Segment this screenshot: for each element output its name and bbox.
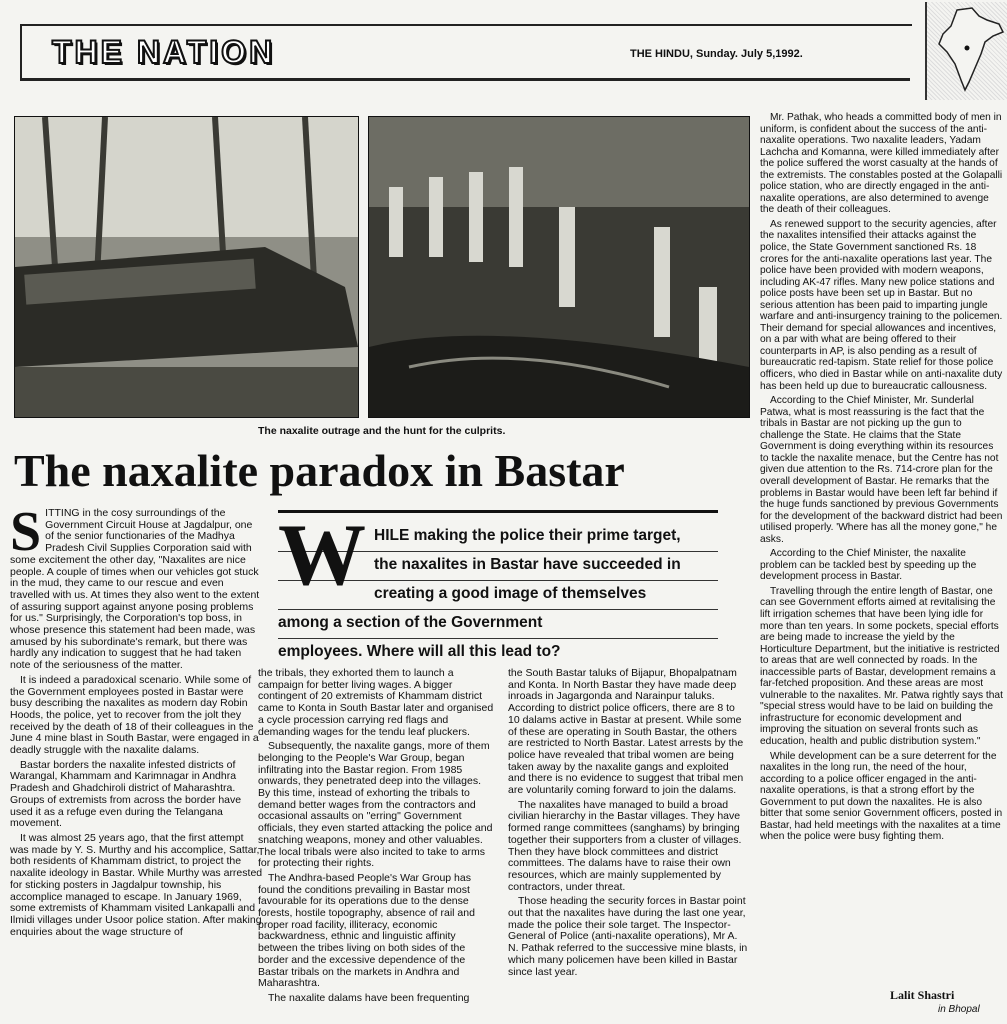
- article-paragraph: the South Bastar taluks of Bijapur, Bhopalpatnam and Konta. In North Bastar they have made deep inroads in Jagargonda and Narainpur taluks. According to district police officers, there are 8 to 10 dalams active in Bastar at present. While some of these are operating in South Bastar, the others are restricted to North Bastar. Latest arrests by the police have revealed that tribal women are being taken away by the naxalite gangs and exploited and there is no evidence to suggest that tribal men are voluntarily coming forward to join the dalams.: [508, 667, 744, 797]
- article-paragraph: the tribals, they exhorted them to launch a campaign for better living wages. A bigger contingent of 20 extremists of Khammam district came to Konta in South Bastar later and organised a cycle procession carrying red flags and demanding wages for the tendu leaf pluckers.: [258, 667, 494, 738]
- section-title: THE NATION: [52, 34, 276, 70]
- pull-quote-line: employees. Where will all this lead to?: [278, 643, 561, 660]
- pull-quote-initial: W: [278, 507, 366, 604]
- drop-cap: S: [10, 501, 42, 563]
- article-paragraph: Mr. Pathak, who heads a committed body of men in uniform, is confident about the success of the anti-naxalite operations. Two naxalite leaders, Yadam Lachcha and Komanna, were killed immediately after the police suffered the worst casualty at the hands of the extremists. The constables posted at the Golapalli police station, who are directly engaged in the anti-naxalite operations, are also determined to avenge the death of their colleagues.: [760, 112, 1003, 216]
- photo-caption: The naxalite outrage and the hunt for the culprits.: [258, 425, 506, 437]
- article-paragraph: Bastar borders the naxalite infested districts of Warangal, Khammam and Karimnagar in Andhra Pradesh and Ghadchiroli district of Maharashtra. Groups of extremists from across the border have used it as a refuge even during the Telangana movement.: [10, 758, 242, 830]
- article-paragraph: Subsequently, the naxalite gangs, more of them belonging to the People's War Group, began infiltrating into the Bastar region. From 1985 onwards, they penetrated deep into the villages. By this time, instead of exhorting the tribals to demand better wages from the contractors and occasional assaults on "erring" Government officials, they even started attacking the police and snatching weapons, money and other valuables. The local tribals were also incited to take to arms for protecting their rights.: [258, 740, 493, 870]
- pull-quote-line: among a section of the Government: [278, 610, 718, 639]
- article-paragraph: The naxalites have managed to build a broad civilian hierarchy in the Bastar villages. They have formed range committees (sanghams) by bringing together their supporters from a cluster of villages. Then they have block committees and district committees. The dalams have to raise their own resources, which are mainly supplemented by contractors, under threat.: [508, 798, 742, 893]
- article-column-2: [258, 668, 494, 1008]
- photo-search-party: [368, 116, 750, 418]
- pull-quote: [278, 507, 718, 667]
- article-paragraph: As renewed support to the security agencies, after the naxalites intensified their attacks against the police, the State Government sanctioned Rs. 18 crores for the anti-naxalite operations last year. The police have been provided with modern weapons, including AK-47 rifles. Many new police stations and police posts have been set up in Bastar. But no serious attention has been paid to imparting jungle warfare and anti-insurgency training to the policemen. Their demand for special allowances and incentives, on a par with what are being offered to their counterparts in AP, is also pending as a result of bureaucratic red-tapism. State relief for those police officers, who died in Bastar while on anti-naxalite duty has been held up due to bureaucratic callousness.: [760, 218, 1003, 392]
- pull-quote-line: the naxalites in Bastar have succeeded in: [278, 552, 718, 581]
- article-paragraph: According to the Chief Minister, the naxalite problem can be tackled best by speeding up the development process in Bastar.: [760, 548, 977, 583]
- article-column-3: [508, 668, 748, 981]
- article-paragraph: The naxalite dalams have been frequenting: [268, 991, 470, 1004]
- dateline: THE HINDU, Sunday. July 5,1992.: [630, 48, 803, 60]
- article-column-1: [10, 501, 264, 941]
- headline: The naxalite paradox in Bastar: [14, 445, 625, 496]
- article-paragraph: It is indeed a paradoxical scenario. While some of the Government employees posted in Bastar were busy describing the naxalites as modern day Robin Hoods, the police, yet to recover from the jolt they received by the death of 18 of their colleagues in the June 4 mine blast in South Bastar, were engaged in a deadly struggle with the naxalite dalams.: [10, 673, 259, 757]
- photo-police-vehicle: [14, 116, 359, 418]
- article-column-4: [760, 112, 1004, 846]
- article-paragraph: According to the Chief Minister, Mr. Sunderlal Patwa, what is most reassuring is the fact that the tribals in Bastar are not picking up the gun to challenge the State. He claims that the State Government is doing everything within its resources to tackle the naxalite menace, but the Centre has not given due attention to the Rs. 714-crore plan for the overall development of Bastar. He remarks that the problems in Bastar would have been left far behind if the huge funds sanctioned by previous Governments for the development of the backward district had been utilised properly. 'Where has all the money gone," he asks.: [760, 395, 1003, 545]
- article-paragraph: The Andhra-based People's War Group has found the conditions prevailing in Bastar most favourable for its operations due to the dense forests, hostile topography, absence of rail and proper road facility, illiteracy, economic backwardness, ethnic and linguistic affinity between the tribes living on both sides of the border and the excessive dependence of the Bastar tribals on the markets in Andhra and Maharashtra.: [258, 871, 475, 990]
- pull-quote-line: HILE making the police their prime target,: [278, 523, 718, 552]
- article-paragraph: It was almost 25 years ago, that the first attempt was made by Y. S. Murthy and his accomplice, Sattar, both residents of Khammam district, to project the naxalite ideology in Bastar. While Murthy was arrested for sticking posters in Jagdalpur township, his accomplice managed to escape. In January 1969, some extremists of Khammam visited Lankapalli and Ilmidi villages under Usoor police station. After making enquiries about the wage structure of: [10, 831, 263, 938]
- byline-name: Lalit Shastri: [890, 988, 955, 1002]
- byline-place: in Bhopal: [938, 1004, 980, 1015]
- masthead-rule: [20, 78, 910, 81]
- article-paragraph: SITTING in the cosy surroundings of the Government Circuit House at Jagdalpur, one of the senior functionaries of the Madhya Pradesh Civil Supplies Corporation said with some excitement the other day, "Naxalites are nice people. A couple of times when our vehicles got stuck in the mud, they came to our rescue and even travelled with us. At times they also went to the extent of assuring support against anyone posing problems for us." Surprisingly, the Corporation's top boss, in whose presence this statement had been made, was amused by his subordinate's remark, but there was hardly any indication to suggest that he had taken note of the seriousness of the matter.: [10, 501, 260, 672]
- india-map-icon: [925, 2, 1007, 100]
- pull-quote-line: creating a good image of themselves: [278, 581, 718, 610]
- article-paragraph: While development can be a sure deterrent for the naxalites in the long run, the need of the hour, according to a police officer engaged in the anti-naxalite operations, is that a strong effort by the Government to put down the naxalites. He is also bitter that some senior Government officers, posted in Bastar, had held meetings with the naxalites at a time when the police were busy fighting them.: [760, 750, 1003, 843]
- article-paragraph: Travelling through the entire length of Bastar, one can see Government efforts aimed at revitalising the lift irrigation schemes that have been lying idle for more than ten years. In some pockets, special efforts are being made to increase the yield by the Horticulture Department, but the initiative is restricted to areas that are well connected by roads. In the inaccessible parts of Bastar, development remains a far-fetched proposition. And these areas are most vulnerable to the naxalites. Mr. Patwa rightly says that "special stress would have to be laid on building the infrastructure for economic development and improving the situation on several fronts such as education, health and public distribution system.": [760, 585, 1003, 747]
- article-paragraph: Those heading the security forces in Bastar point out that the naxalites have during the last one year, made the police their sole target. The Inspector-General of Police (anti-naxalite operations), Mr A. N. Pathak referred to the successive mine blasts, in which many policemen have been killed in Bastar since last year.: [508, 895, 748, 978]
